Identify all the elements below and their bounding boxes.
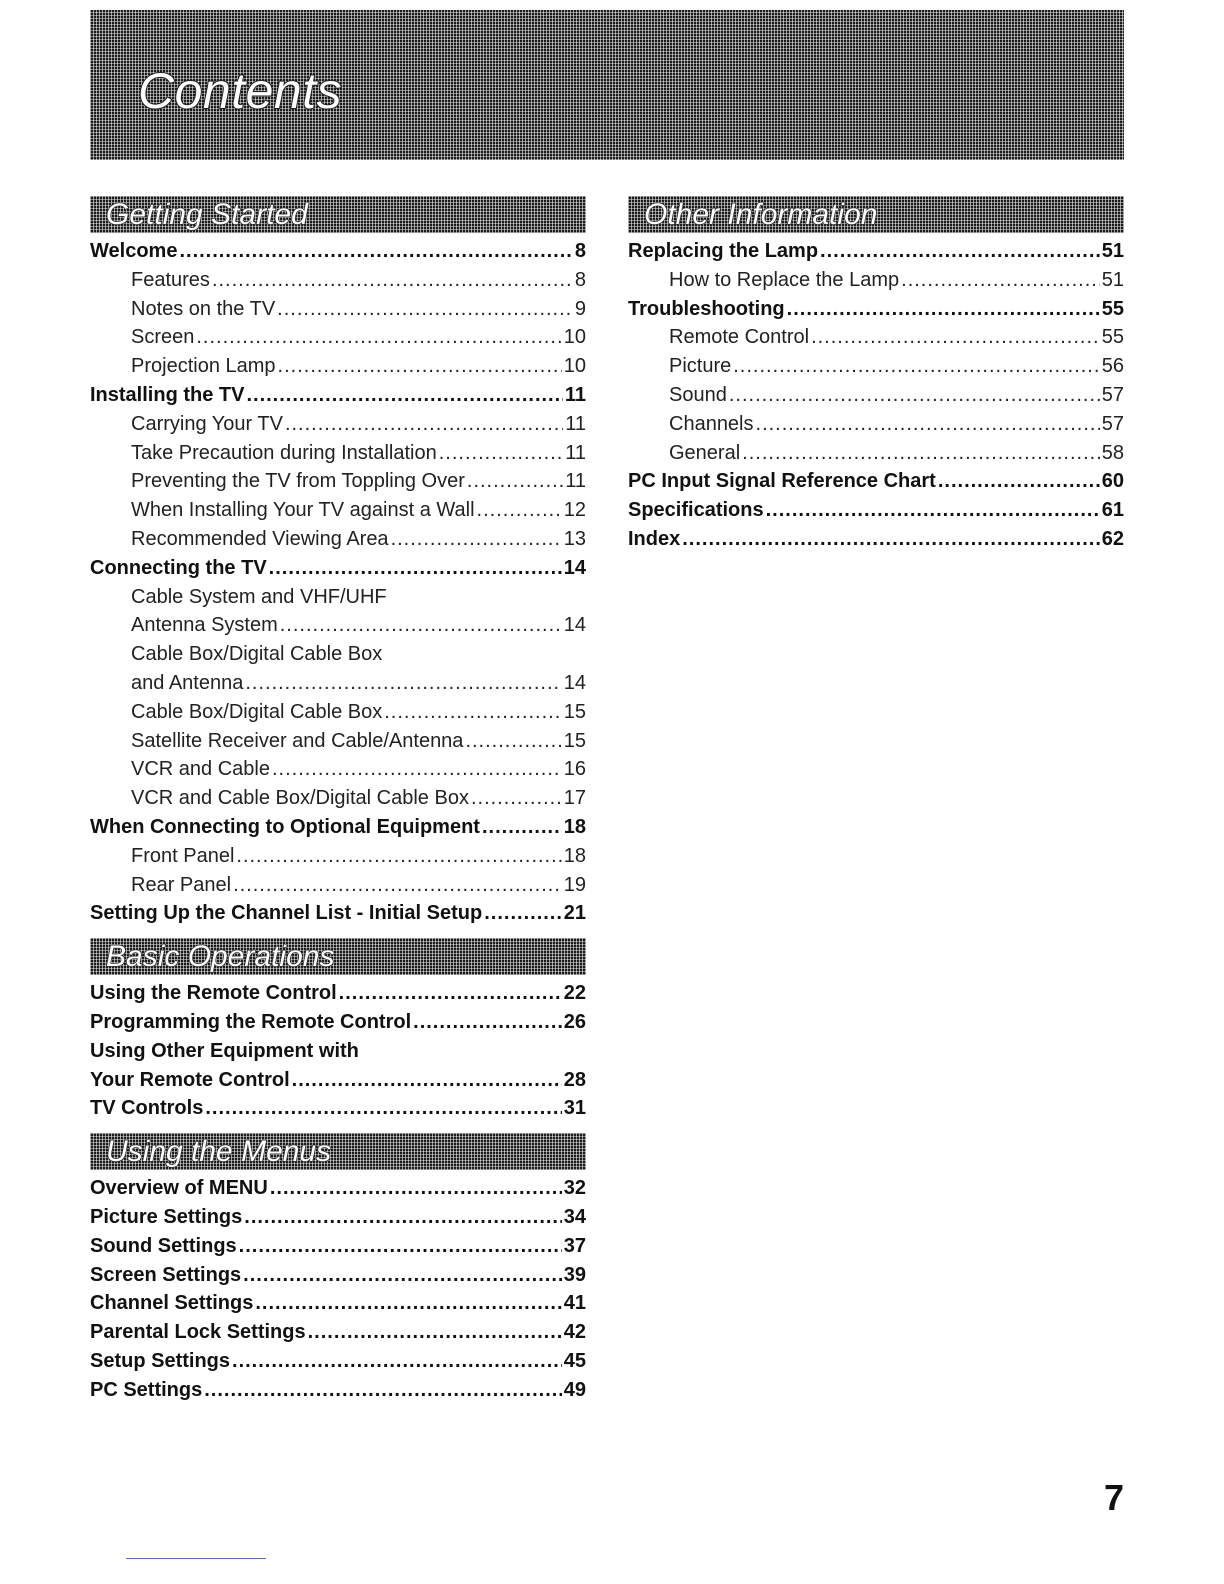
toc-entry-title: Replacing the Lamp	[628, 240, 819, 262]
dot-leader	[232, 1347, 562, 1376]
toc-entry	[90, 410, 586, 439]
toc-entry-page: 15	[563, 729, 586, 752]
toc-entry-title: General	[669, 441, 741, 464]
toc-entry-page: 55	[1101, 297, 1124, 320]
toc-entry	[90, 698, 586, 727]
toc-entry-page: 16	[563, 758, 586, 781]
toc-entry-title: Notes on the TV	[131, 297, 276, 320]
toc-entry-title: and Antenna	[131, 671, 244, 694]
toc-entry-title: Recommended Viewing Area	[131, 527, 389, 550]
section-title: Getting Started	[106, 198, 308, 231]
toc-entry-title: VCR and Cable Box/Digital Cable Box	[131, 787, 469, 810]
dot-leader	[205, 1094, 561, 1123]
page-title: Contents	[138, 63, 343, 119]
toc-entry-title: Satellite Receiver and Cable/Antenna	[131, 729, 464, 752]
toc-entry-page: 26	[563, 1010, 586, 1033]
toc-entry-title: Your Remote Control	[90, 1068, 290, 1091]
toc-entry-title: Rear Panel	[131, 873, 232, 896]
dot-leader	[270, 1174, 562, 1203]
dot-leader	[787, 295, 1100, 324]
toc-entry-title: Sound Settings	[90, 1234, 237, 1257]
dot-leader	[233, 871, 562, 900]
toc-entry-page: 51	[1101, 268, 1124, 291]
toc-entry-title: Installing the TV	[90, 383, 245, 406]
toc-entry-title: When Connecting to Optional Equipment	[90, 815, 480, 838]
toc-entry	[90, 1376, 586, 1405]
toc-entry	[90, 1289, 586, 1318]
dot-leader	[384, 698, 562, 727]
dot-leader	[482, 813, 562, 842]
dot-leader	[212, 266, 573, 295]
dot-leader	[413, 1008, 562, 1037]
dot-leader	[245, 669, 561, 698]
toc-entry	[628, 266, 1124, 295]
section-header-other-information	[628, 196, 1124, 233]
dot-leader	[246, 381, 562, 410]
toc-entry-page: 49	[563, 1378, 586, 1401]
toc-entry	[628, 410, 1124, 439]
toc-entry-title: Cable Box/Digital Cable Box	[131, 700, 383, 723]
dot-leader	[439, 439, 563, 468]
toc-list-basic-operations	[90, 979, 586, 1123]
toc-entry	[90, 467, 586, 496]
toc-entry-page: 61	[1101, 499, 1124, 522]
dot-leader	[308, 1318, 562, 1347]
toc-left-column	[90, 196, 586, 1404]
toc-entry	[90, 1318, 586, 1347]
dot-leader	[901, 266, 1100, 295]
toc-right-column	[628, 196, 1124, 554]
toc-entry	[628, 323, 1124, 352]
toc-entry-title: Antenna System	[131, 614, 278, 637]
toc-entry-page: 15	[563, 700, 586, 723]
toc-entry-title: Front Panel	[131, 844, 235, 867]
toc-entry	[90, 1008, 586, 1037]
toc-entry	[628, 295, 1124, 324]
toc-entry-page: 45	[563, 1349, 586, 1372]
toc-entry-title: Cable System and VHF/UHF	[131, 585, 387, 608]
toc-entry	[90, 979, 586, 1008]
toc-entry-page: 18	[563, 844, 586, 867]
dot-leader	[339, 979, 562, 1008]
dot-leader	[820, 237, 1100, 266]
toc-entry-page: 37	[563, 1234, 586, 1257]
dot-leader	[269, 554, 562, 583]
dot-leader	[243, 1261, 562, 1290]
toc-entry	[90, 1174, 586, 1203]
toc-entry-title: Picture Settings	[90, 1205, 243, 1228]
dot-leader	[272, 755, 562, 784]
toc-entry-page: 31	[563, 1097, 586, 1120]
dot-leader	[179, 237, 572, 266]
toc-entry-title: Remote Control	[669, 326, 810, 349]
section-title: Using the Menus	[106, 1135, 332, 1169]
toc-entry-page: 28	[563, 1068, 586, 1091]
toc-entry-page: 39	[563, 1263, 586, 1286]
toc-entry-title: Setting Up the Channel List - Initial Setup	[90, 902, 483, 925]
toc-entry	[90, 727, 586, 756]
toc-entry-title: Specifications	[628, 499, 764, 522]
toc-entry	[90, 525, 586, 554]
toc-entry	[628, 439, 1124, 468]
toc-entry-title: Projection Lamp	[131, 355, 276, 378]
toc-entry	[90, 1232, 586, 1261]
dot-leader	[292, 1066, 562, 1095]
toc-entry	[90, 1037, 586, 1066]
toc-entry-page: 12	[563, 499, 586, 522]
toc-entry-page: 14	[563, 671, 586, 694]
dot-leader	[196, 323, 561, 352]
toc-entry-page: 62	[1101, 527, 1124, 550]
toc-entry-page: 42	[563, 1321, 586, 1344]
toc-entry-page: 11	[565, 470, 586, 493]
toc-entry	[90, 1066, 586, 1095]
toc-entry-page: 55	[1101, 326, 1124, 349]
toc-entry	[90, 813, 586, 842]
dot-leader	[204, 1376, 562, 1405]
dot-leader	[742, 439, 1100, 468]
toc-entry-title: Parental Lock Settings	[90, 1321, 306, 1344]
toc-entry-title: Welcome	[90, 240, 178, 262]
dot-leader	[278, 352, 562, 381]
toc-entry-page: 13	[563, 527, 586, 550]
toc-list-other-information	[628, 237, 1124, 554]
toc-entry-page: 14	[563, 614, 586, 637]
toc-entry	[628, 381, 1124, 410]
toc-entry-page: 32	[563, 1177, 586, 1200]
dot-leader	[277, 295, 573, 324]
toc-entry	[90, 295, 586, 324]
toc-entry	[90, 439, 586, 468]
dot-leader	[811, 323, 1100, 352]
dot-leader	[465, 727, 561, 756]
dot-leader	[756, 410, 1100, 439]
toc-list-getting-started	[90, 237, 586, 928]
dot-leader	[682, 525, 1100, 554]
toc-entry-page: 56	[1101, 355, 1124, 378]
dot-leader	[729, 381, 1100, 410]
dot-leader	[938, 467, 1100, 496]
toc-entry-page: 17	[563, 787, 586, 810]
toc-entry-title: Setup Settings	[90, 1349, 231, 1372]
toc-entry-page: 8	[574, 268, 586, 291]
dot-leader	[391, 525, 562, 554]
toc-entry	[90, 496, 586, 525]
toc-entry-page: 21	[563, 902, 586, 925]
toc-entry	[90, 237, 586, 266]
toc-entry	[90, 899, 586, 928]
toc-entry	[90, 583, 586, 612]
toc-entry-page: 10	[563, 326, 586, 349]
toc-entry-page: 57	[1101, 383, 1124, 406]
toc-entry-page: 51	[1101, 240, 1124, 262]
section-title: Basic Operations	[106, 940, 335, 974]
dot-leader	[239, 1232, 562, 1261]
toc-entry-title: Channels	[669, 412, 754, 435]
dot-leader	[285, 410, 563, 439]
toc-entry-title: Sound	[669, 383, 727, 406]
toc-entry-title: Cable Box/Digital Cable Box	[131, 643, 383, 666]
toc-entry	[628, 525, 1124, 554]
toc-entry-page: 60	[1101, 470, 1124, 493]
toc-entry	[90, 1094, 586, 1123]
toc-entry-page: 14	[563, 556, 586, 579]
toc-entry-title: How to Replace the Lamp	[669, 268, 900, 291]
toc-entry	[90, 266, 586, 295]
toc-entry-title: Connecting the TV	[90, 556, 267, 579]
toc-entry	[90, 1203, 586, 1232]
toc-entry	[628, 352, 1124, 381]
toc-entry-title: Programming the Remote Control	[90, 1010, 412, 1033]
toc-entry	[90, 1347, 586, 1376]
toc-entry-title: Troubleshooting	[628, 297, 785, 320]
toc-entry-page: 11	[565, 412, 586, 435]
toc-entry	[90, 352, 586, 381]
toc-entry-page: 9	[574, 297, 586, 320]
toc-entry-title: When Installing Your TV against a Wall	[131, 499, 475, 522]
toc-entry-page: 11	[564, 383, 586, 406]
toc-entry-title: Take Precaution during Installation	[131, 441, 437, 464]
toc-entry-title: TV Controls	[90, 1097, 204, 1120]
toc-entry-title: VCR and Cable	[131, 758, 270, 781]
section-header-getting-started	[90, 196, 586, 233]
dot-leader	[471, 784, 562, 813]
toc-entry	[628, 467, 1124, 496]
toc-entry-page: 34	[563, 1205, 586, 1228]
toc-entry-title: Screen Settings	[90, 1263, 242, 1286]
toc-entry	[90, 871, 586, 900]
dot-leader	[255, 1289, 561, 1318]
section-header-basic-operations	[90, 938, 586, 975]
toc-entry	[628, 237, 1124, 266]
toc-entry-title: Carrying Your TV	[131, 412, 283, 435]
toc-entry-title: Screen	[131, 326, 195, 349]
page-number: 7	[1103, 1477, 1124, 1518]
toc-entry	[90, 323, 586, 352]
toc-entry	[628, 496, 1124, 525]
toc-entry-page: 18	[563, 815, 586, 838]
toc-entry-title: Using Other Equipment with	[90, 1039, 359, 1062]
dot-leader	[244, 1203, 561, 1232]
toc-entry-title: PC Input Signal Reference Chart	[628, 470, 936, 493]
toc-entry	[90, 842, 586, 871]
footer-rule	[126, 1558, 266, 1559]
toc-entry	[90, 381, 586, 410]
section-header-using-the-menus	[90, 1133, 586, 1170]
dot-leader	[280, 611, 562, 640]
toc-entry-page: 11	[565, 441, 586, 464]
toc-list-using-the-menus	[90, 1174, 586, 1404]
dot-leader	[477, 496, 562, 525]
toc-entry-title: Picture	[669, 355, 732, 378]
toc-entry-title: PC Settings	[90, 1378, 203, 1401]
dot-leader	[766, 496, 1100, 525]
toc-entry	[90, 554, 586, 583]
contents-banner	[90, 10, 1124, 160]
toc-entry-title: Using the Remote Control	[90, 982, 337, 1005]
dot-leader	[484, 899, 562, 928]
toc-entry-page: 41	[563, 1292, 586, 1315]
toc-entry-page: 10	[563, 355, 586, 378]
dot-leader	[236, 842, 561, 871]
toc-entry-title: Overview of MENU	[90, 1177, 268, 1200]
section-title: Other Information	[644, 198, 878, 231]
toc-entry	[90, 669, 586, 698]
toc-entry	[90, 640, 586, 669]
toc-entry	[90, 611, 586, 640]
toc-entry-page: 22	[563, 982, 586, 1005]
toc-entry-title: Features	[131, 268, 210, 291]
toc-entry-title: Channel Settings	[90, 1292, 254, 1315]
toc-entry	[90, 755, 586, 784]
dot-leader	[733, 352, 1100, 381]
dot-leader	[467, 467, 563, 496]
toc-entry-page: 8	[574, 240, 586, 262]
toc-entry-page: 19	[563, 873, 586, 896]
toc-entry	[90, 784, 586, 813]
toc-entry-page: 58	[1101, 441, 1124, 464]
toc-entry-title: Preventing the TV from Toppling Over	[131, 470, 465, 493]
toc-entry	[90, 1261, 586, 1290]
toc-entry-page: 57	[1101, 412, 1124, 435]
toc-entry-title: Index	[628, 527, 681, 550]
